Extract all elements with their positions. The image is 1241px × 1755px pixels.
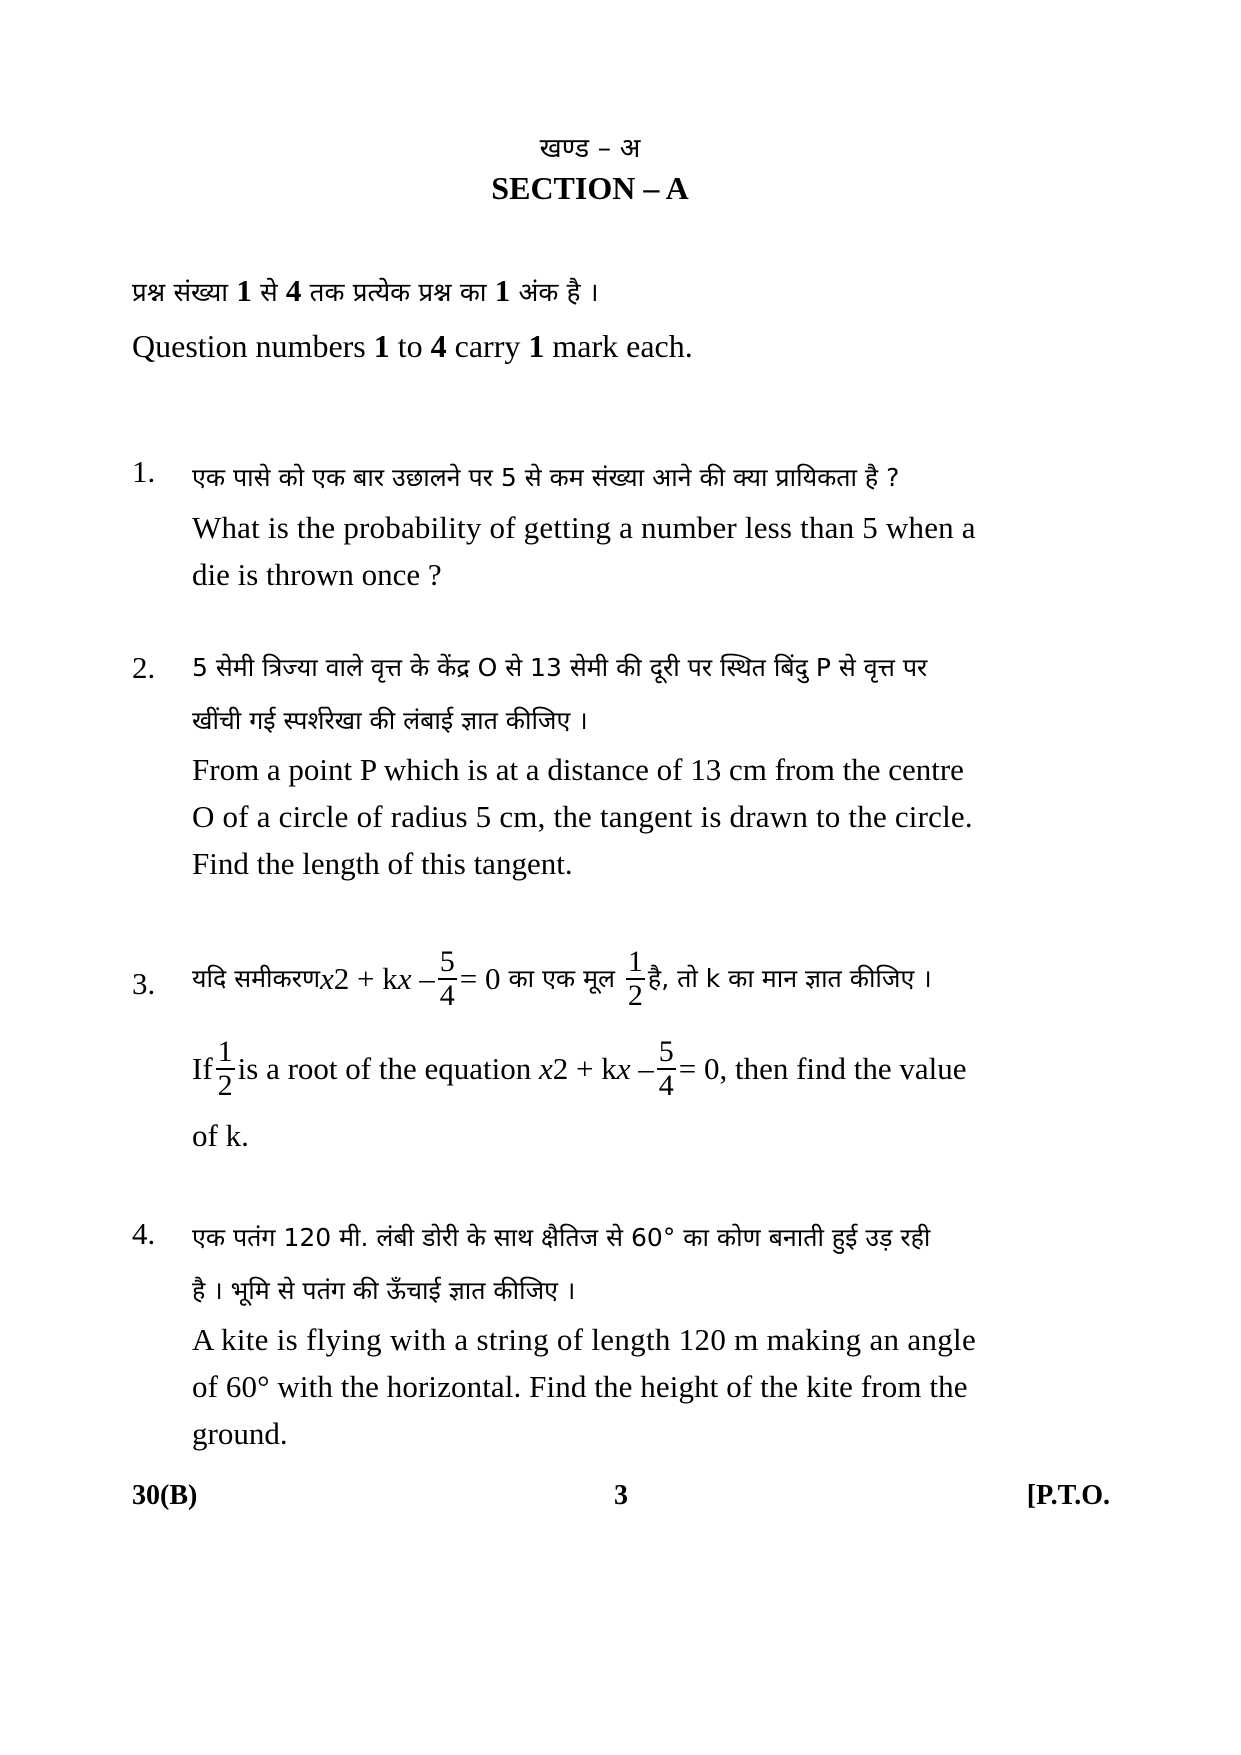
- question-text-english: A kite is flying with a string of length 120 m making an angle: [192, 1322, 977, 1357]
- fraction: $\frac{5}{4}$: [439, 945, 455, 1012]
- pto-label: [P.T.O.: [1026, 1480, 1110, 1511]
- question-text-hindi: यदि समीकरण x 2 + k x – $\frac{5}{4}$ = 0 का एक मूल $\frac{1}{2}$ है, तो k का मान ज्ञात कीजिए ।: [192, 945, 932, 1012]
- question-text-hindi: खींची गई स्पर्शरेखा की लंबाई ज्ञात कीजिए ।: [192, 706, 588, 735]
- question-text-hindi: 5 सेमी त्रिज्या वाले वृत्त के केंद्र O से 13 सेमी की दूरी पर स्थित बिंदु P से वृत्त पर: [192, 653, 928, 682]
- question-text-english: O of a circle of radius 5 cm, the tangent is drawn to the circle.: [192, 799, 973, 834]
- question-number: 1.: [132, 454, 156, 489]
- question-text-english: die is thrown once ?: [192, 557, 442, 592]
- question-number: 2.: [132, 650, 156, 685]
- instructions-english: Question numbers 1 to 4 carry 1 mark each.: [132, 328, 693, 364]
- page-number: 3: [614, 1480, 628, 1511]
- fraction: $\frac{1}{2}$: [627, 945, 643, 1012]
- section-title-english: SECTION – A: [491, 170, 689, 206]
- question-text-english: of k.: [192, 1118, 249, 1153]
- question-text-english: From a point P which is at a distance of 13 cm from the centre: [192, 752, 964, 787]
- question-text-english: ground.: [192, 1416, 288, 1451]
- question-text-hindi: एक पासे को एक बार उछालने पर 5 से कम संख्या आने की क्या प्रायिकता है ?: [192, 463, 900, 492]
- fraction: $\frac{1}{2}$: [217, 1035, 233, 1102]
- question-text-english: If $\frac{1}{2}$ is a root of the equation x 2 + k x – $\frac{5}{4}$ = 0, then find the value: [192, 1035, 967, 1102]
- instructions-hindi: प्रश्न संख्या 1 से 4 तक प्रत्येक प्रश्न का 1 अंक है ।: [132, 273, 599, 308]
- section-title-hindi: खण्ड – अ: [539, 133, 641, 164]
- question-number: 3.: [132, 966, 156, 1001]
- question-text-english: of 60° with the horizontal. Find the height of the kite from the: [192, 1369, 968, 1404]
- question-text-english: Find the length of this tangent.: [192, 846, 573, 881]
- fraction: $\frac{5}{4}$: [658, 1035, 674, 1102]
- question-text-english: What is the probability of getting a number less than 5 when a: [192, 510, 976, 545]
- paper-code: 30(B): [132, 1480, 198, 1511]
- question-text-hindi: एक पतंग 120 मी. लंबी डोरी के साथ क्षैतिज से 60° का कोण बनाती हुई उड़ रही: [192, 1223, 931, 1252]
- question-text-hindi: है । भूमि से पतंग की ऊँचाई ज्ञात कीजिए ।: [192, 1276, 576, 1305]
- page-footer: [132, 1480, 1110, 1520]
- question-number: 4.: [132, 1216, 156, 1251]
